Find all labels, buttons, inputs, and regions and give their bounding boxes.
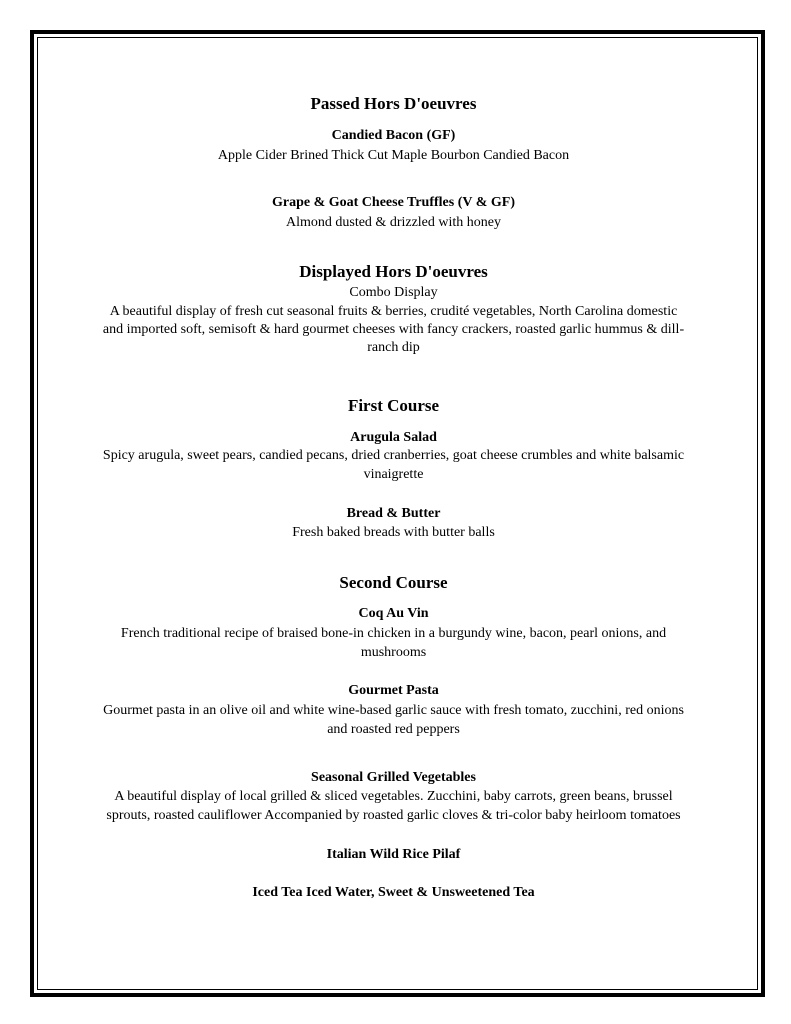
item-desc-candied-bacon: Apple Cider Brined Thick Cut Maple Bourbon Candied Bacon [217, 148, 570, 163]
displayed-desc-line: ranch dip [367, 340, 420, 355]
item-desc-bread-butter: Fresh baked breads with butter balls [292, 525, 495, 540]
item-name-bread-butter: Bread & Butter [346, 506, 441, 521]
displayed-desc-line: A beautiful display of fresh cut seasonal fruits & berries, crudité vegetables, North Carolina domestic [109, 304, 678, 319]
item-name-arugula-salad: Arugula Salad [350, 430, 437, 445]
item-desc-coq-au-vin: mushrooms [360, 645, 427, 660]
item-desc-arugula-salad: vinaigrette [363, 467, 424, 482]
item-desc-grape-truffles: Almond dusted & drizzled with honey [285, 215, 502, 230]
item-desc-arugula-salad: Spicy arugula, sweet pears, candied pecans, dried cranberries, goat cheese crumbles and white balsamic [102, 448, 685, 463]
displayed-subtitle: Combo Display [349, 285, 438, 300]
item-desc-gourmet-pasta: and roasted red peppers [327, 722, 460, 737]
item-desc-grilled-vegetables: sprouts, roasted cauliflower Accompanied by roasted garlic cloves & tri-color baby heirloom tomatoes [106, 808, 681, 823]
item-name-candied-bacon: Candied Bacon (GF) [331, 128, 456, 143]
section-title-first-course: First Course [347, 396, 440, 415]
item-desc-coq-au-vin: French traditional recipe of braised bone-in chicken in a burgundy wine, bacon, pearl onions, and [120, 626, 667, 641]
item-name-grape-truffles: Grape & Goat Cheese Truffles (V & GF) [271, 195, 515, 210]
item-name-iced-tea: Iced Tea Iced Water, Sweet & Unsweetened Tea [252, 885, 535, 900]
item-name-coq-au-vin: Coq Au Vin [358, 606, 429, 621]
item-desc-gourmet-pasta: Gourmet pasta in an olive oil and white wine-based garlic sauce with fresh tomato, zucchini, red onions [103, 703, 684, 718]
section-title-displayed: Displayed Hors D'oeuvres [299, 262, 488, 281]
displayed-desc-line: and imported soft, semisoft & hard gourmet cheeses with fancy crackers, roasted garlic hummus & dill- [102, 322, 685, 337]
section-title-passed: Passed Hors D'oeuvres [310, 94, 477, 113]
item-name-gourmet-pasta: Gourmet Pasta [348, 683, 439, 698]
item-name-grilled-vegetables: Seasonal Grilled Vegetables [311, 770, 476, 785]
section-title-second-course: Second Course [339, 573, 448, 592]
item-desc-grilled-vegetables: A beautiful display of local grilled & sliced vegetables. Zucchini, baby carrots, green beans, brussel [114, 789, 673, 804]
item-name-rice-pilaf: Italian Wild Rice Pilaf [326, 847, 461, 862]
